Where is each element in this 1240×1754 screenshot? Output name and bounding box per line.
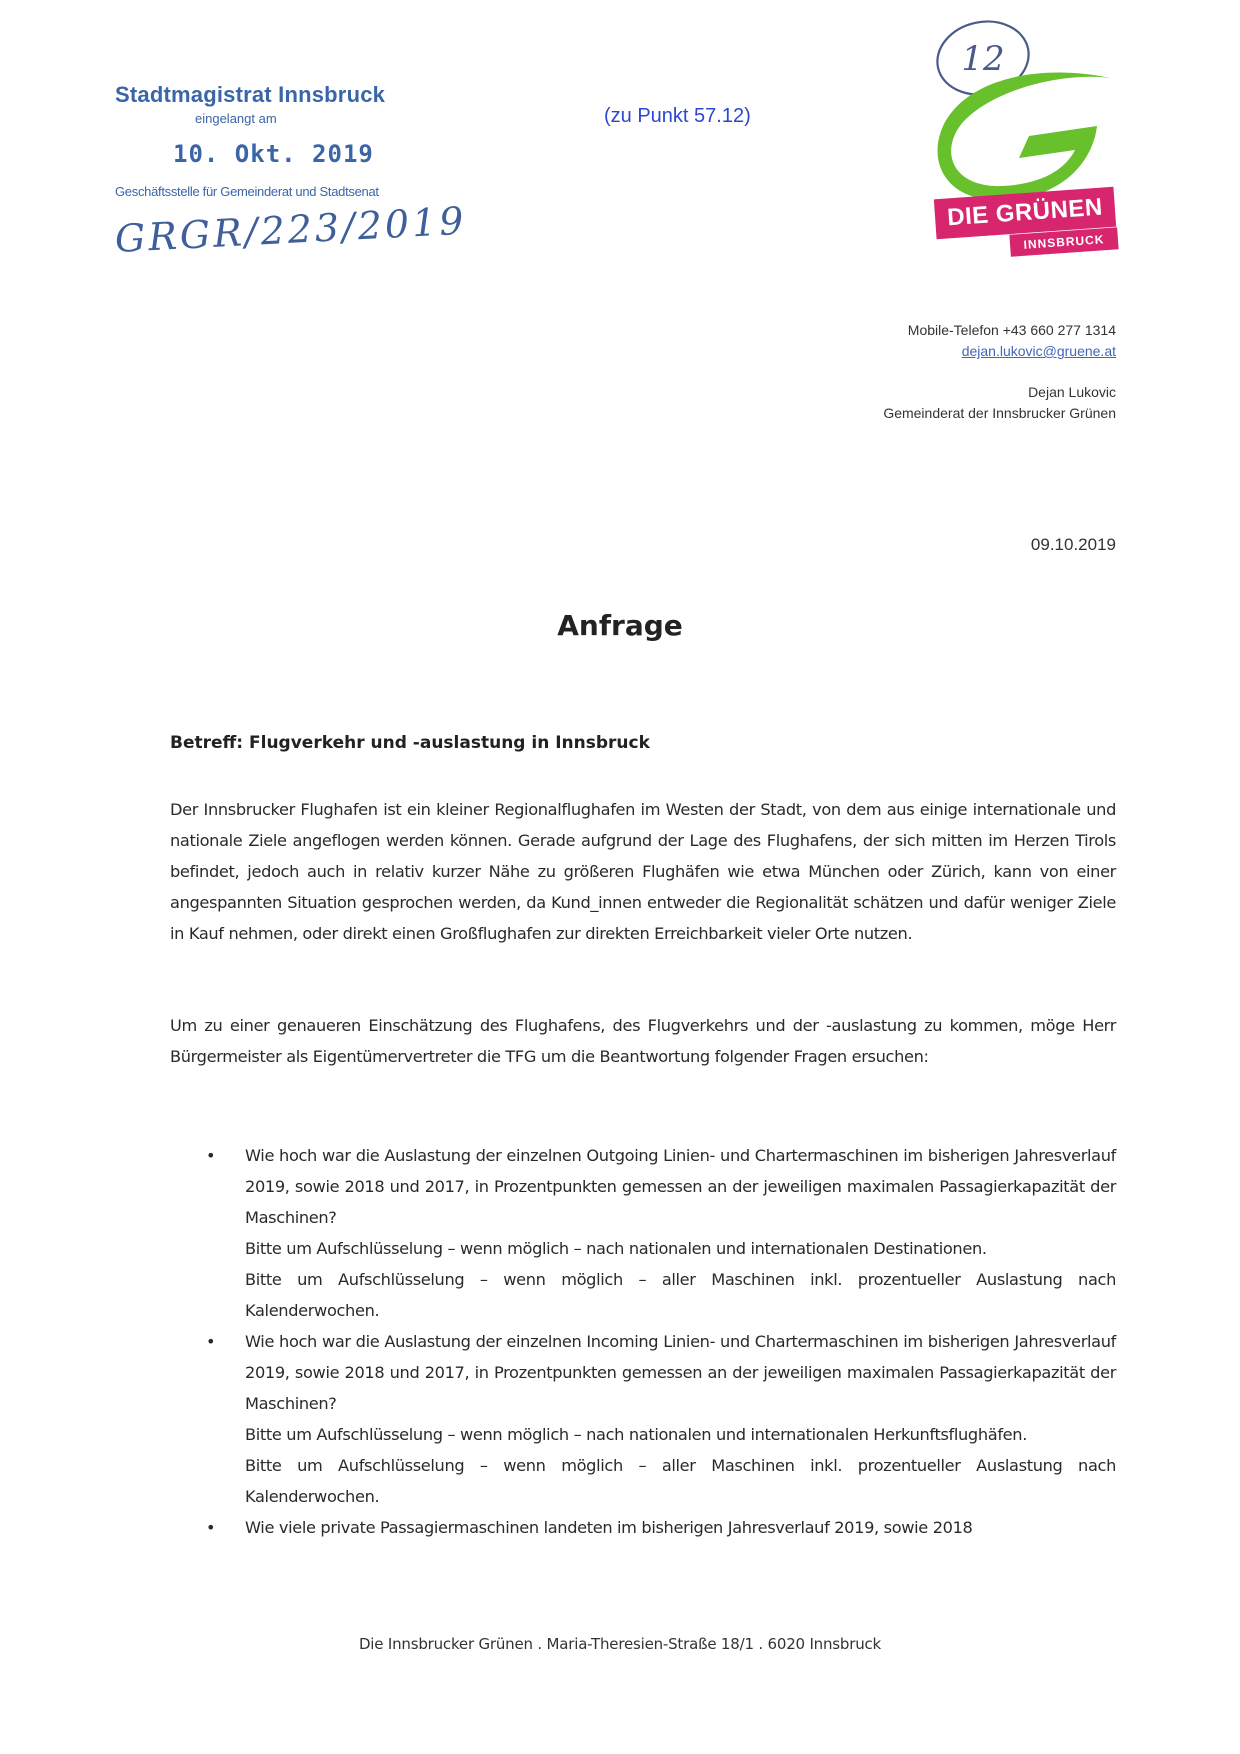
stamp-received-label: eingelangt am: [195, 111, 277, 126]
stamp-office: Stadtmagistrat Innsbruck: [115, 82, 386, 107]
stamp-department: Geschäftsstelle für Gemeinderat und Stadtsenat: [115, 184, 379, 199]
document-heading: Anfrage: [557, 609, 683, 642]
logo-city: INNSBRUCK: [1009, 227, 1118, 256]
logo-name: DIE GRÜNEN: [934, 187, 1116, 239]
question-list: [170, 1140, 1116, 1543]
question-text: • Wie viele private Passagiermaschinen landeten im bisherigen Jahresverlauf 2019, sowie 2018: [245, 1518, 973, 1537]
contact-role: Gemeinderat der Innsbrucker Grünen: [883, 405, 1116, 421]
subject-line: Betreff: Flugverkehr und -auslastung in Innsbruck: [170, 733, 650, 753]
list-item: [170, 1140, 1116, 1326]
question-text: • Wie hoch war die Auslastung der einzelnen Incoming Linien- und Chartermaschinen im bisherigen Jahresverlauf 2019, sowie 2018 und 2017, in Prozentpunkten gemessen an der jeweiligen maximalen Passagierkapazität der Maschinen?: [245, 1332, 1116, 1413]
handwritten-number: 12: [961, 39, 1005, 79]
page-footer: Die Innsbrucker Grünen . Maria-Theresien-Straße 18/1 . 6020 Innsbruck: [358, 1635, 882, 1653]
question-detail: Bitte um Aufschlüsselung – wenn möglich – aller Maschinen inkl. prozentueller Auslastung nach Kalenderwochen.: [245, 1456, 1116, 1506]
contact-block: [883, 320, 1116, 424]
contact-email-link[interactable]: dejan.lukovic@gruene.at: [961, 343, 1116, 359]
stamp-reference-number: GRGR/223/2019: [113, 198, 468, 261]
list-item: [170, 1326, 1116, 1512]
question-detail: Bitte um Aufschlüsselung – wenn möglich – aller Maschinen inkl. prozentueller Auslastung nach Kalenderwochen.: [245, 1270, 1116, 1320]
paragraph-intro: Der Innsbrucker Flughafen ist ein kleiner Regionalflughafen im Westen der Stadt, von dem aus einige internationale und nationale Ziele angeflogen werden können. Gerade aufgrund der Lage des Flughafens, der sich mitten im Herzen Tirols befindet, jedoch auch in relativ kurzer Nähe zu größeren Flughäfen wie etwa München oder Zürich, kann von einer angespannten Situation gesprochen werden, da Kund_innen entweder die Regionalität schätzen und dafür weniger Ziele in Kauf nehmen, oder direkt einen Großflughafen zur direkten Erreichbarkeit vieler Orte nutzen.: [170, 800, 1116, 943]
stamp-date: 10. Okt. 2019: [173, 140, 374, 168]
list-item: [170, 1512, 1116, 1543]
agenda-point-reference: (zu Punkt 57.12): [604, 105, 751, 127]
received-stamp: [115, 82, 475, 261]
contact-name: Dejan Lukovic: [1028, 384, 1116, 400]
question-detail: Bitte um Aufschlüsselung – wenn möglich – nach nationalen und internationalen Destinationen.: [245, 1239, 987, 1258]
question-text: • Wie hoch war die Auslastung der einzelnen Outgoing Linien- und Chartermaschinen im bisherigen Jahresverlauf 2019, sowie 2018 und 2017, in Prozentpunkten gemessen an der jeweiligen maximalen Passagierkapazität der Maschinen?: [245, 1146, 1116, 1227]
paragraph-request: Um zu einer genaueren Einschätzung des Flughafens, des Flugverkehrs und der -auslastung zu kommen, möge Herr Bürgermeister als Eigentümervertreter die TFG um die Beantwortung folgender Fragen ersuchen:: [170, 1016, 1116, 1066]
question-detail: Bitte um Aufschlüsselung – wenn möglich – nach nationalen und internationalen Herkunftsflughäfen.: [245, 1425, 1028, 1444]
party-logo: [925, 10, 1125, 260]
contact-phone: Mobile-Telefon +43 660 277 1314: [907, 322, 1116, 338]
letter-date: 09.10.2019: [1030, 535, 1116, 554]
